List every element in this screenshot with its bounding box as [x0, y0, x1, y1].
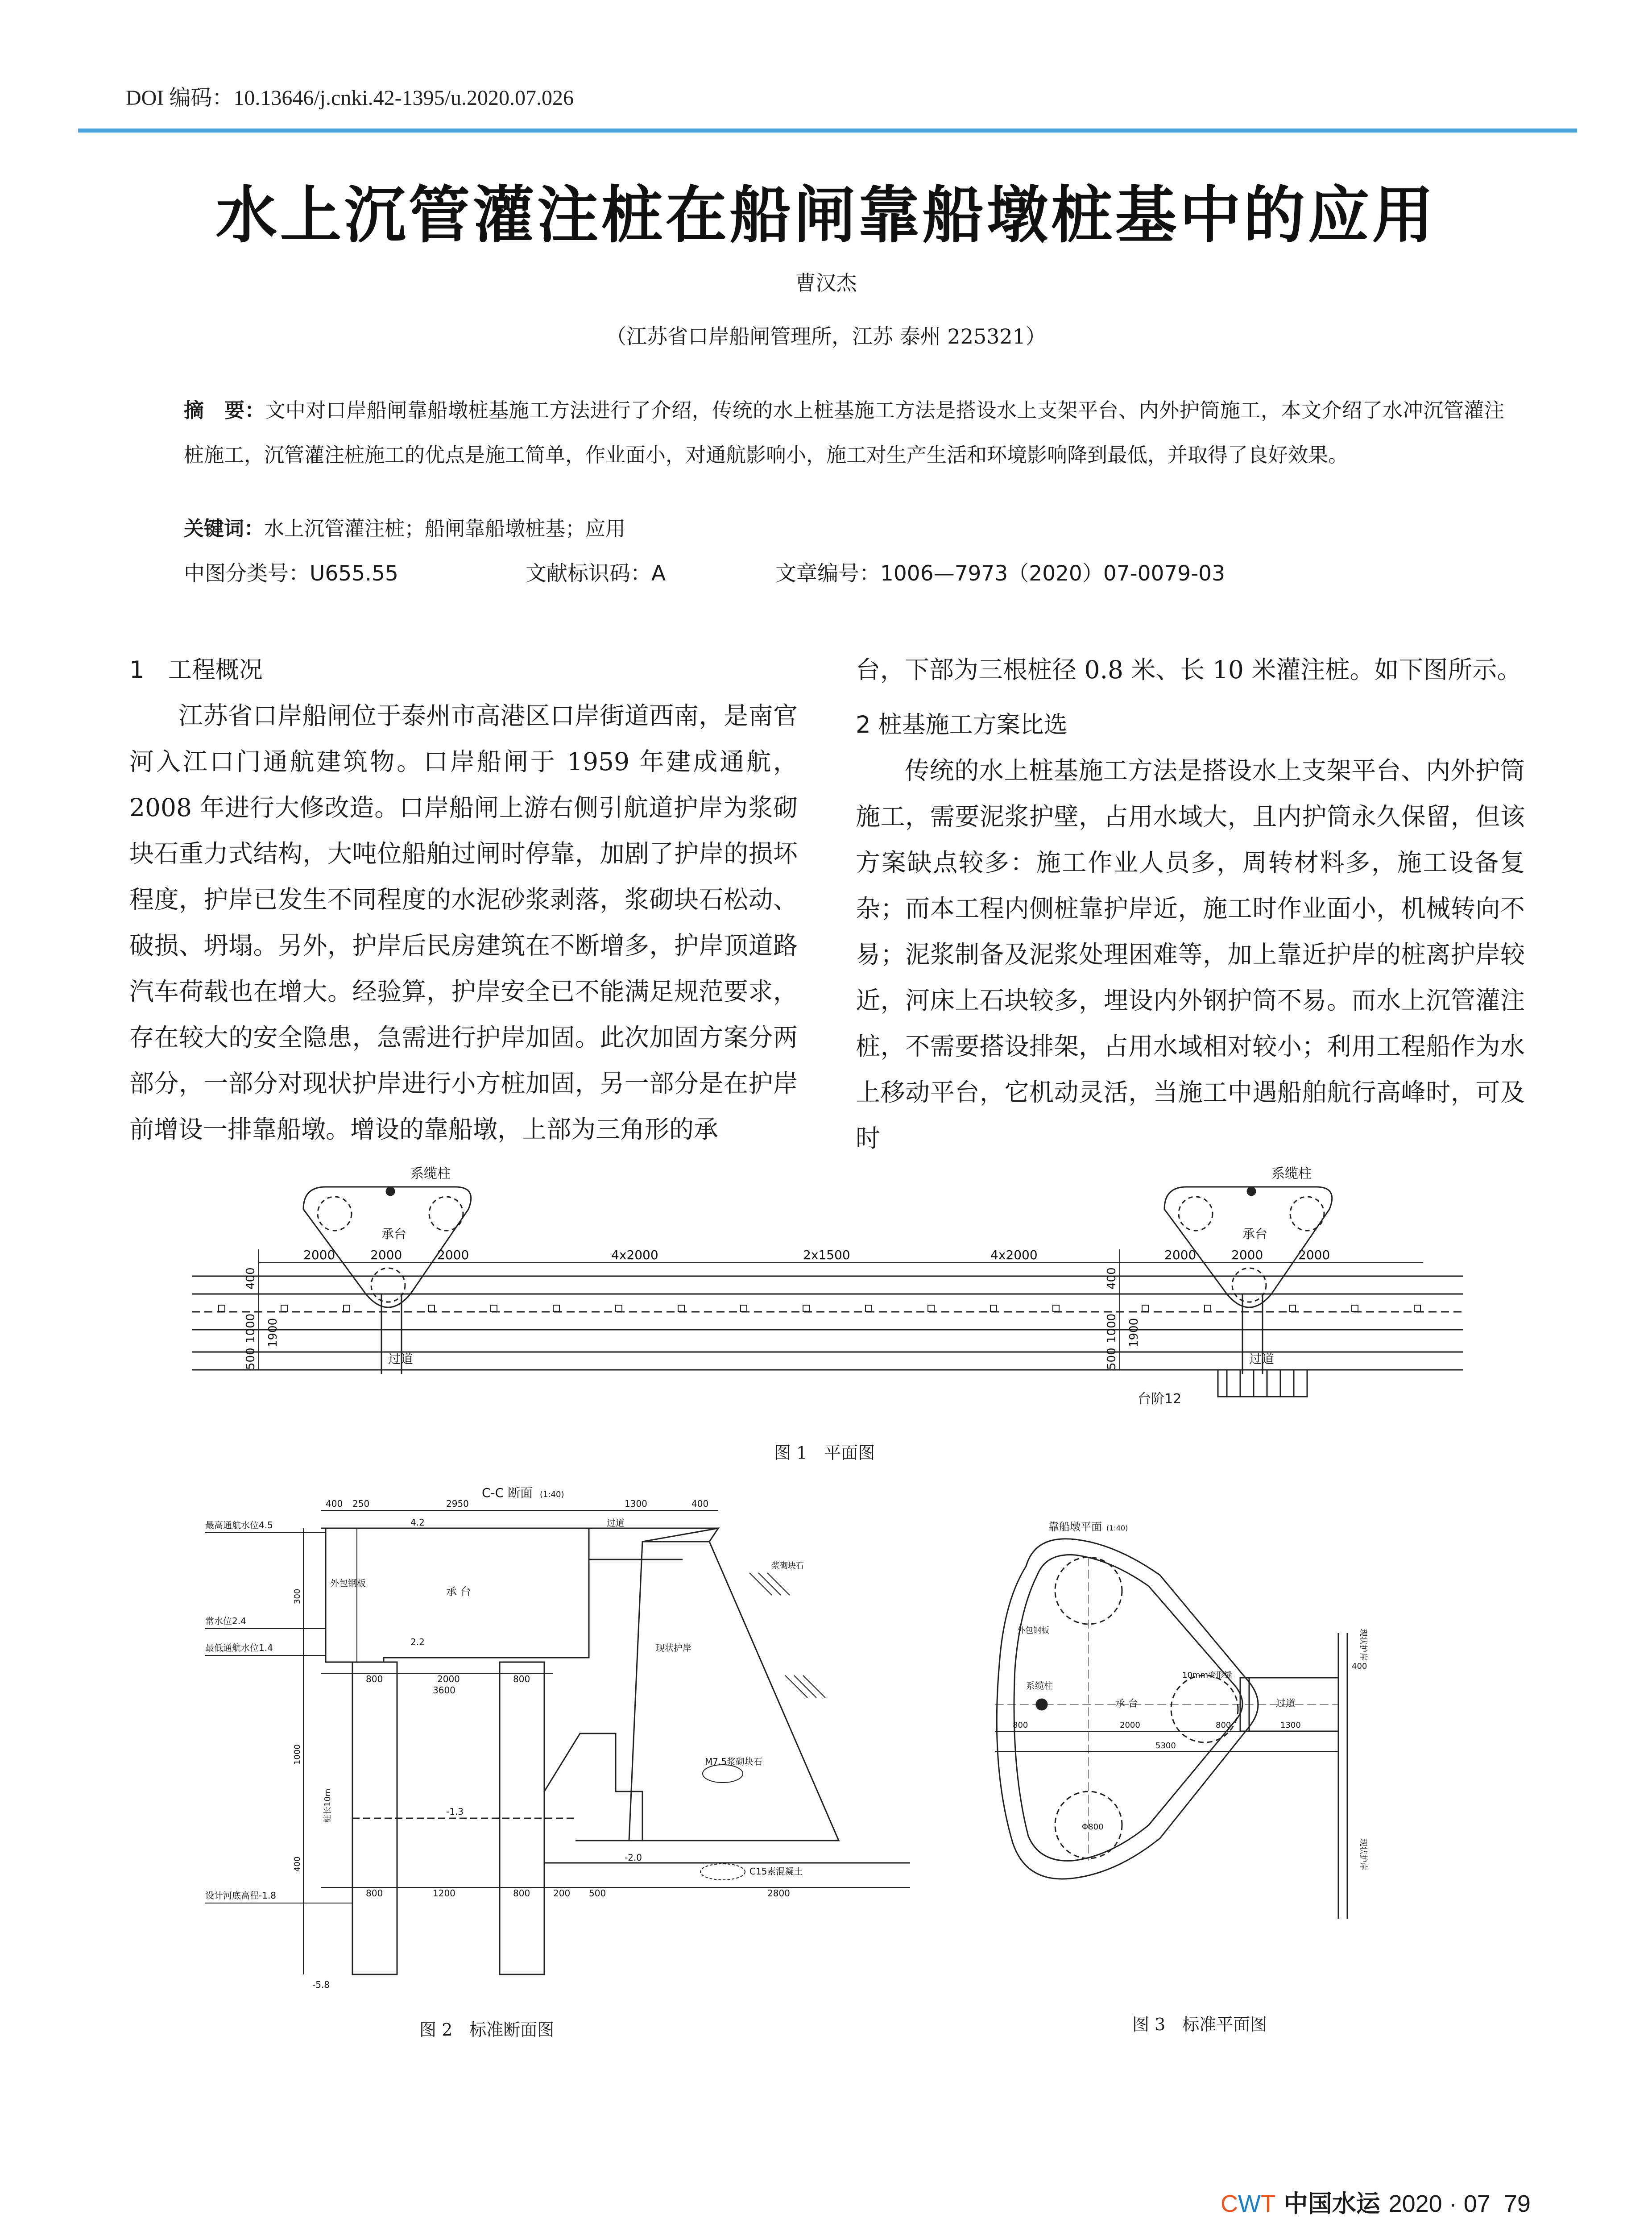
fig1-dim-r2: 2000: [1231, 1248, 1263, 1262]
fig2-elev-m20: -2.0: [625, 1852, 642, 1863]
fig2-lvl-design: 设计河底高程-1.8: [205, 1890, 277, 1901]
fig3-dim-2: 2000: [1120, 1721, 1140, 1730]
fig1-dim-v-b: 1000: [244, 1313, 257, 1343]
fig3-guard-1: 现状护岸: [1358, 1629, 1368, 1661]
right-column: [856, 647, 1525, 1161]
fig2-dim-mid-1: 800: [366, 1674, 383, 1684]
fig3-pile-d: Φ800: [1082, 1822, 1104, 1832]
fig3-dim-4: 1300: [1280, 1721, 1301, 1730]
fig2-m75-label: M7.5浆砌块石: [705, 1756, 763, 1767]
fig2-dim-mid-4: 3600: [433, 1685, 455, 1696]
fig3-plan-title: 靠船墩平面: [1048, 1521, 1102, 1533]
fig3-dim-3: 800: [1216, 1721, 1231, 1730]
fig1-dim-v-c-right: 1900: [1127, 1318, 1141, 1348]
fig2-fill-label: 现状护岸: [656, 1642, 691, 1653]
fig1-step-label: 台阶12: [1138, 1391, 1182, 1407]
left-column: [129, 647, 798, 1153]
figure-3-plan: [973, 1517, 1419, 1977]
fig1-dim-mid3: 4x2000: [990, 1248, 1038, 1262]
doc-code: 文献标识码：A: [526, 561, 666, 586]
fig2-dim-top-1: 400: [326, 1498, 343, 1509]
fig2-dim-bot-2: 1200: [433, 1888, 455, 1899]
abstract-text: 文中对口岸船闸靠船墩桩基施工方法进行了介绍，传统的水上桩基施工方法是搭设水上支架平台、内外护筒施工，本文介绍了水冲沉管灌注桩施工，沉管灌注桩施工的优点是施工简单，作业面小，对通航影响小，施工对生产生活和环境影响降到最低，并取得了良好效果。: [184, 398, 1504, 467]
fig2-elev-m58: -5.8: [312, 1979, 330, 1990]
fig1-dim-v-c: 1900: [266, 1318, 280, 1348]
fig2-dim-bot-4: 200: [553, 1888, 571, 1899]
page-number: 79: [1503, 2190, 1531, 2217]
fig3-steel: 外包钢板: [1017, 1626, 1049, 1635]
author: 曹汉杰: [795, 271, 857, 295]
fig1-dim-v-top-right: 400: [1105, 1267, 1118, 1290]
abstract-label: 摘 要：: [184, 398, 265, 422]
fig1-dim-r3: 2000: [1298, 1248, 1330, 1262]
fig2-elev-22: 2.2: [410, 1637, 425, 1647]
fig3-cap: 承 台: [1115, 1698, 1138, 1709]
fig1-bollard-label-left: 系缆柱: [410, 1166, 451, 1182]
fig1-dim-r1: 2000: [1164, 1248, 1197, 1262]
section-1-continuation: 台，下部为三根桩径 0.8 米、长 10 米灌注桩。如下图所示。: [856, 655, 1522, 684]
section-1-paragraph: 江苏省口岸船闸位于泰州市高港区口岸街道西南，是南官河入江口门通航建筑物。口岸船闸于 1959 年建成通航，2008 年进行大修改造。口岸船闸上游右侧引航道护岸为浆砌块石重力式结构，大吨位船舶过闸时停靠，加剧了护岸的损坏程度，护岸已发生不同程度的水泥砂浆剥落，浆砌块石松动、破损、坍塌。另外，护岸后民房建筑在不断增多，护岸顶道路汽车荷载也在增大。经验算，护岸安全已不能满足规范要求，存在较大的安全隐患，急需进行护岸加固。此次加固方案分两部分，一部分对现状护岸进行小方桩加固，另一部分是在护岸前增设一排靠船墩。增设的靠船墩，上部为三角形的承: [129, 701, 798, 1144]
section-2-paragraph: 传统的水上桩基施工方法是搭设水上支架平台、内外护筒施工，需要泥浆护壁，占用水域大，且内护筒永久保留，但该方案缺点较多：施工作业人员多，周转材料多，施工设备复杂；而本工程内侧桩靠护岸近，施工时作业面小，机械转向不易；泥浆制备及泥浆处理困难等，加上靠近护岸的桩离护岸较近，河床上石块较多，埋设内外钢护筒不易。而水上沉管灌注桩，不需要搭设排架，占用水域相对较小；利用工程船作为水上移动平台，它机动灵活，当施工中遇船舶航行高峰时，可及时: [856, 756, 1525, 1153]
fig1-dim-l1: 2000: [303, 1248, 335, 1262]
fig2-pile-length: 桩长10m: [323, 1788, 332, 1823]
fig2-walk-label: 过道: [607, 1518, 625, 1528]
keywords-label: 关键词：: [184, 517, 265, 540]
figure-1-plan: [178, 1160, 1472, 1437]
fig2-dim-mid-2: 2000: [437, 1674, 460, 1684]
fig1-dim-mid1: 4x2000: [611, 1248, 658, 1262]
fig1-dim-l2: 2000: [370, 1248, 402, 1262]
figure-2-section: [196, 1479, 919, 2001]
fig2-dim-bot-6: 2800: [767, 1888, 790, 1899]
paper-title: 水上沉管灌注桩在船闸靠船墩桩基中的应用: [215, 178, 1437, 251]
header-rule: [78, 129, 1577, 133]
fig2-scale: (1:40): [540, 1490, 564, 1499]
fig2-dim-top-3: 2950: [446, 1498, 469, 1509]
fig2-dim-bot-3: 800: [513, 1888, 530, 1899]
fig1-bollard-label-right: 系缆柱: [1271, 1166, 1312, 1182]
fig3-joint: 10mm变形缝: [1182, 1671, 1232, 1680]
fig2-dim-v2: 1000: [293, 1744, 302, 1765]
brand-letter-c: C: [1221, 2190, 1238, 2217]
fig2-rock-label: 浆砌块石: [772, 1561, 804, 1571]
fig2-dim-v3: 400: [293, 1856, 302, 1872]
fig2-elev-m13: -1.3: [446, 1806, 464, 1817]
figure-2-caption: 图 2 标准断面图: [419, 2020, 555, 2040]
figure-1-caption: 图 1 平面图: [774, 1443, 875, 1463]
doi-header: DOI 编码：10.13646/j.cnki.42-1395/u.2020.07.026: [126, 86, 574, 110]
fig1-dim-l3: 2000: [437, 1248, 469, 1262]
journal-name: 中国水运: [1275, 2189, 1389, 2218]
keywords-text: 水上沉管灌注桩；船闸靠船墩桩基；应用: [264, 517, 626, 540]
fig1-dim-v-b-right: 1000: [1105, 1313, 1118, 1343]
fig1-cap-label-left: 承台: [381, 1227, 407, 1241]
fig2-lvl-low: 最低通航水位1.4: [205, 1642, 273, 1653]
affiliation: （江苏省口岸船闸管理所，江苏 泰州 225321）: [606, 324, 1046, 348]
keywords: [184, 512, 625, 541]
fig2-dim-mid-3: 800: [513, 1674, 530, 1684]
fig2-dim-bot-5: 500: [589, 1888, 606, 1899]
fig2-dim-top-5: 400: [691, 1498, 709, 1509]
fig1-cap-label-right: 承台: [1242, 1227, 1268, 1241]
fig1-walkway-left: 过道: [388, 1352, 414, 1366]
issue-date: 2020 · 07: [1388, 2190, 1491, 2217]
fig3-dim-total: 5300: [1155, 1741, 1176, 1750]
fig2-cap-label: 承 台: [446, 1585, 471, 1598]
article-number: 文章编号：1006—7973（2020）07-0079-03: [775, 561, 1225, 586]
fig1-dim-v-a-right: 500: [1105, 1348, 1118, 1370]
fig1-dim-v-top: 400: [244, 1267, 257, 1290]
brand-letter-t: T: [1260, 2190, 1275, 2217]
fig3-dim-side: 400: [1352, 1662, 1367, 1671]
fig3-guard-2: 现状护岸: [1358, 1838, 1368, 1870]
fig2-conc-label: C15素混凝土: [749, 1866, 803, 1877]
fig2-lvl-high: 最高通航水位4.5: [205, 1520, 273, 1530]
fig2-dim-v1: 300: [293, 1588, 302, 1604]
fig2-dim-top-4: 1300: [625, 1498, 647, 1509]
fig2-elev-42: 4.2: [410, 1517, 425, 1528]
fig2-steel-label: 外包钢板: [330, 1578, 366, 1588]
fig1-walkway-right: 过道: [1249, 1352, 1275, 1366]
fig2-dim-bot-1: 800: [366, 1888, 383, 1899]
clc-code: 中图分类号：U655.55: [184, 561, 398, 586]
fig3-scale: (1:40): [1106, 1524, 1128, 1532]
fig2-section-title: C-C 断面: [482, 1485, 533, 1500]
brand-letter-w: W: [1238, 2190, 1261, 2217]
fig2-dim-top-2: 250: [352, 1498, 370, 1509]
section-1-title: 1 工程概况: [129, 656, 263, 684]
fig2-lvl-normal: 常水位2.4: [205, 1616, 246, 1626]
fig1-dim-mid2: 2x1500: [803, 1248, 850, 1262]
figure-3-caption: 图 3 标准平面图: [1132, 2015, 1267, 2034]
journal-footer: [1221, 2185, 1531, 2219]
fig3-bollard: 系缆柱: [1026, 1680, 1053, 1691]
section-2-title: 2 桩基施工方案比选: [856, 711, 1068, 738]
fig1-dim-v-a: 500: [244, 1348, 257, 1370]
fig3-walk: 过道: [1276, 1698, 1296, 1709]
fig3-dim-1: 800: [1013, 1721, 1028, 1730]
abstract: [184, 388, 1504, 477]
